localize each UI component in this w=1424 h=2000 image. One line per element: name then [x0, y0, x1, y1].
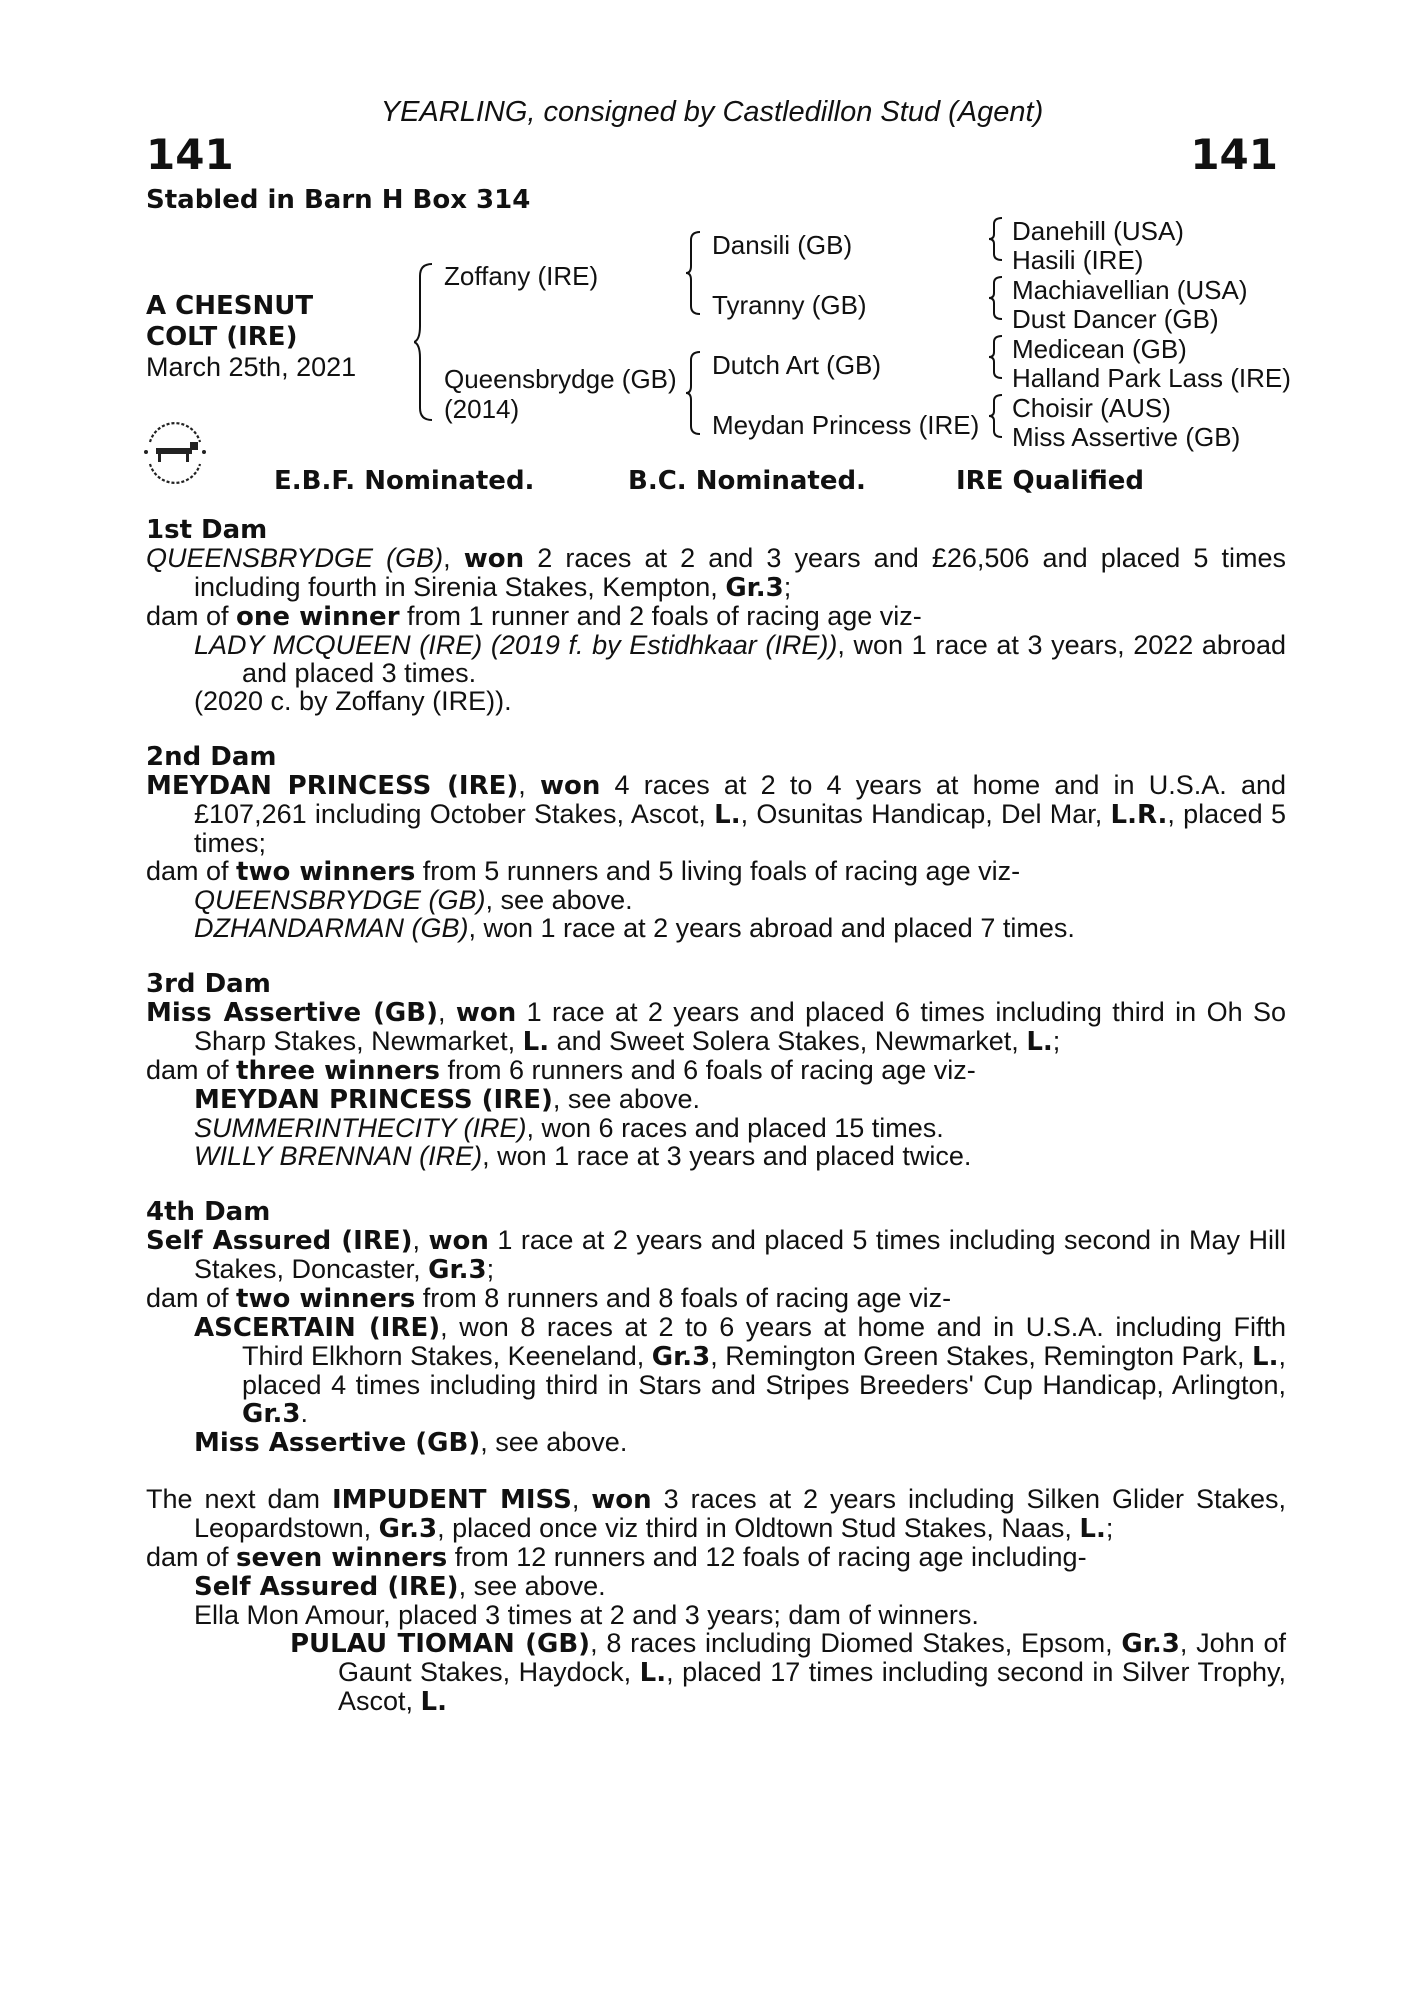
fourth-dam-section: 4th Dam Self Assured (IRE), won 1 race at 2 years and placed 5 times including second in May Hill Stakes, Doncaster, Gr.3; dam of two winners from 8 runners and 8 foals of racing age viz- ASCERTAIN (IRE), won 8 races at 2 to 6 years at home and in U.S.A. including Fifth Third Elkhorn Stakes, Keeneland, Gr.3, Remington Green Stakes, Remington Park, L., placed 4 times including third in Stars and Stripes Breeders' Cup Handicap, Arlington, Gr.3. Miss Assertive (GB), see above.	[146, 1197, 1286, 1458]
foal-name: LADY MCQUEEN (IRE) (2019 f. by Estidhkaar (IRE))	[194, 630, 838, 660]
sire-name: Zoffany (IRE)	[444, 261, 599, 291]
stabled-location: Stabled in Barn H Box 314	[146, 185, 531, 215]
horse-line-1: A CHESNUT	[146, 291, 314, 321]
foal-name: WILLY BRENNAN (IRE)	[194, 1141, 483, 1171]
foal-name: DZHANDARMAN (GB)	[194, 913, 469, 943]
horse-dob: March 25th, 2021	[146, 352, 357, 382]
dam-name: Self Assured (IRE)	[146, 1226, 413, 1256]
consignment-line: YEARLING, consigned by Castledillon Stud (Agent)	[380, 96, 1044, 128]
brace-icon	[988, 216, 1004, 262]
section-title: 4th Dam	[146, 1197, 271, 1227]
brace-icon	[414, 262, 436, 422]
foal-name: MEYDAN PRINCESS (IRE)	[194, 1085, 553, 1115]
horse-description	[146, 290, 356, 382]
brace-icon	[686, 230, 704, 316]
dam-dam: Meydan Princess (IRE)	[712, 410, 980, 440]
breeder-emblem-icon	[136, 420, 214, 484]
third-dam-section: 3rd Dam Miss Assertive (GB), won 1 race at 2 years and placed 6 times including third in Oh So Sharp Stakes, Newmarket, L. and Sweet Solera Stakes, Newmarket, L.; dam of three winners from 6 runners and 6 foals of racing age viz- MEYDAN PRINCESS (IRE), see above. SUMMERINTHECITY (IRE), won 6 races and placed 15 times. WILLY BRENNAN (IRE), won 1 race at 3 years and placed twice.	[146, 969, 1286, 1171]
foal-entry: Ella Mon Amour, placed 3 times at 2 and 3 years; dam of winners.	[194, 1600, 979, 1630]
section-title: 3rd Dam	[146, 969, 271, 999]
ire-qualified: IRE Qualified	[956, 466, 1145, 496]
dam-sire: Dutch Art (GB)	[712, 350, 882, 380]
dam-name: Queensbrydge (GB)	[444, 364, 677, 394]
catalogue-body	[146, 516, 1286, 1744]
next-dam-section: The next dam IMPUDENT MISS, won 3 races at 2 years including Silken Glider Stakes, Leopardstown, Gr.3, placed once viz third in Oldtown Stud Stakes, Naas, L.; dam of seven winners from 12 runners and 12 foals of racing age including- Self Assured (IRE), see above. Ella Mon Amour, placed 3 times at 2 and 3 years; dam of winners. PULAU TIOMAN (GB), 8 races including Diomed Stakes, Epsom, Gr.3, John of Gaunt Stakes, Haydock, L., placed 17 times including second in Silver Trophy, Ascot, L.	[146, 1484, 1286, 1717]
dd-dam: Miss Assertive (GB)	[1012, 422, 1241, 452]
foal-name: QUEENSBRYDGE (GB)	[194, 885, 486, 915]
foal-entry: (2020 c. by Zoffany (IRE)).	[194, 686, 512, 716]
lot-number-right: 141	[1190, 130, 1278, 179]
bc-nomination: B.C. Nominated.	[628, 466, 866, 496]
dam-name: QUEENSBRYDGE (GB)	[146, 543, 444, 573]
brace-icon	[988, 393, 1004, 439]
brace-icon	[988, 275, 1004, 321]
sire-dam: Tyranny (GB)	[712, 290, 867, 320]
ds-dam: Halland Park Lass (IRE)	[1012, 363, 1291, 393]
dam-name: Miss Assertive (GB)	[146, 998, 438, 1028]
dam-name: IMPUDENT MISS	[331, 1485, 572, 1515]
foal-name: Miss Assertive (GB)	[194, 1428, 481, 1458]
second-dam-section: 2nd Dam MEYDAN PRINCESS (IRE), won 4 races at 2 to 4 years at home and in U.S.A. and £107,261 including October Stakes, Ascot, L., Osunitas Handicap, Del Mar, L.R., placed 5 times; dam of two winners from 5 runners and 5 living foals of racing age viz- QUEENSBRYDGE (GB), see above. DZHANDARMAN (GB), won 1 race at 2 years abroad and placed 7 times.	[146, 742, 1286, 943]
brace-icon	[686, 350, 704, 436]
lot-number-left: 141	[146, 130, 234, 179]
horse-line-2: COLT (IRE)	[146, 322, 298, 352]
dam-name: MEYDAN PRINCESS (IRE)	[146, 771, 519, 801]
section-title: 2nd Dam	[146, 742, 277, 772]
ebf-nomination: E.B.F. Nominated.	[274, 466, 535, 496]
brace-icon	[988, 334, 1004, 380]
foal-name: SUMMERINTHECITY (IRE)	[194, 1113, 527, 1143]
dd-sire: Choisir (AUS)	[1012, 393, 1171, 423]
ss-sire: Danehill (USA)	[1012, 216, 1184, 246]
ds-sire: Medicean (GB)	[1012, 334, 1187, 364]
section-title: 1st Dam	[146, 515, 268, 545]
dam-year: (2014)	[444, 394, 520, 424]
foal-name: ASCERTAIN (IRE)	[194, 1313, 441, 1343]
foal-name: PULAU TIOMAN (GB)	[290, 1629, 591, 1659]
foal-name: Self Assured (IRE)	[194, 1572, 459, 1602]
sd-dam: Dust Dancer (GB)	[1012, 304, 1219, 334]
ss-dam: Hasili (IRE)	[1012, 245, 1144, 275]
sire-sire: Dansili (GB)	[712, 230, 853, 260]
first-dam-section: 1st Dam QUEENSBRYDGE (GB), won 2 races at 2 and 3 years and £26,506 and placed 5 times including fourth in Sirenia Stakes, Kempton, Gr.3; dam of one winner from 1 runner and 2 foals of racing age viz- LADY MCQUEEN (IRE) (2019 f. by Estidhkaar (IRE)), won 1 race at 3 years, 2022 abroad and placed 3 times. (2020 c. by Zoffany (IRE)).	[146, 515, 1286, 716]
sd-sire: Machiavellian (USA)	[1012, 275, 1248, 305]
